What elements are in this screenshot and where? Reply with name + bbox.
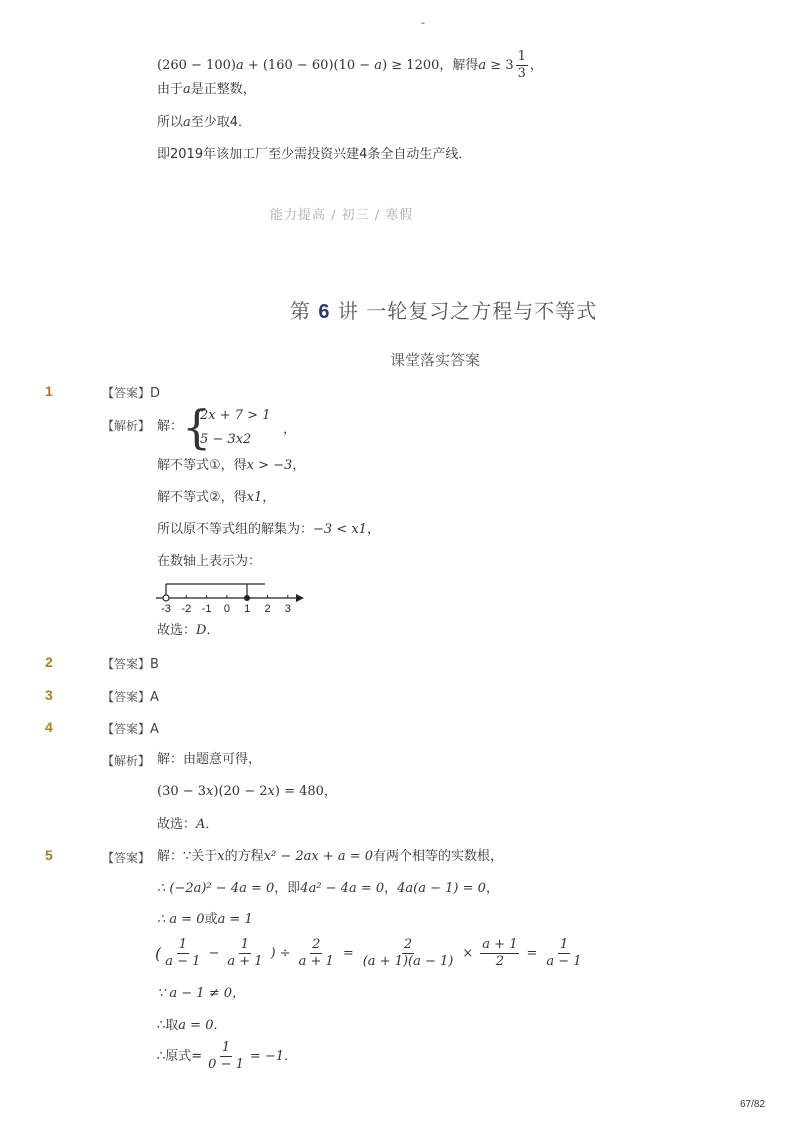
axis-tick-label: 2: [264, 603, 271, 615]
axis-tick-label: -1: [201, 603, 212, 615]
prev-line-1: (260 − 100)a + (160 − 60)(10 − a) ≥ 1200，解得a ≥ 3 $\frac{1}{3}$ ，: [157, 49, 543, 81]
q1-line-4: 在数轴上表示为：: [157, 554, 262, 569]
top-mark: -: [421, 16, 425, 29]
axis-tick-label: 1: [244, 603, 251, 615]
axis-tick-label: 3: [284, 603, 291, 615]
q1-line-1: 解不等式①，得x > −3，: [157, 458, 306, 473]
explanation-tag: 【解析】: [102, 754, 151, 768]
q5-line-5: ∵ a − 1 ≠ 0，: [157, 986, 246, 1001]
q4-line-1: 解：由题意可得，: [157, 752, 262, 767]
q5-line-2: ∴ (−2a)² − 4a = 0，即4a² − 4a = 0，4a(a − 1) = 0，: [157, 881, 499, 896]
q4-line-2: (30 − 3x)(20 − 2x) = 480，: [157, 784, 337, 799]
q1-line-2: 解不等式②，得x1，: [157, 490, 276, 505]
system-end: ，: [283, 422, 297, 437]
answer-row: 【答案】B: [102, 657, 159, 672]
prev-line-2: 由于a是正整数，: [157, 82, 256, 97]
number-line: [150, 574, 310, 616]
closed-point: [244, 595, 250, 601]
question-number: 5: [45, 847, 53, 863]
inequality-2: 5 − 3x2: [200, 432, 252, 447]
page-number: 67/82: [740, 1099, 766, 1110]
arrow-icon: [296, 594, 304, 602]
question-number: 3: [45, 687, 53, 703]
answer-row: 【答案】A: [102, 690, 159, 705]
answer-tag: 【答案】: [102, 851, 151, 865]
prev-line-4: 即2019年该加工厂至少需投资兴建4条全自动生产线．: [157, 147, 472, 162]
question-number: 2: [45, 654, 53, 670]
q5-line-1: 解：∵关于x的方程x² − 2ax + a = 0有两个相等的实数根，: [157, 849, 504, 864]
inequality-1: 2x + 7 > 1: [200, 408, 271, 423]
lecture-title: 第 6 讲 一轮复习之方程与不等式: [290, 299, 598, 323]
q5-line-6: ∴取a = 0．: [157, 1018, 227, 1033]
question-number: 4: [45, 719, 53, 735]
explanation-tag: 【解析】: [102, 419, 151, 433]
axis-tick-label: -3: [161, 603, 171, 615]
solution-label: 解：: [157, 419, 184, 434]
brace-symbol: {: [182, 400, 212, 454]
q5-line-3: ∴ a = 0或a = 1: [157, 912, 253, 927]
open-point: [163, 595, 169, 601]
prev-line-3: 所以a至少取4．: [157, 115, 252, 130]
question-number: 1: [45, 383, 53, 399]
answer-row: 【答案】D: [102, 386, 161, 401]
axis-tick-label: -2: [181, 603, 192, 615]
q4-conclusion: 故选：A．: [157, 817, 219, 832]
q1-line-3: 所以原不等式组的解集为：−3 < x1，: [157, 522, 380, 537]
q5-line-7: ∴原式= $\frac{1}{0 - 1}$ = −1 ．: [157, 1040, 298, 1072]
axis-tick-label: 0: [223, 603, 230, 615]
q5-line-4: ( $\frac{1}{a - 1}$ − $\frac{1}{a + 1}$ ) ÷ $\frac{2}{a + 1}$ = $\frac{2}{(a + 1)(a - 1)}$ × $\frac{a + 1}{2}$ = $\frac{1}{a - 1}$: [155, 937, 582, 969]
answer-row: 【答案】A: [102, 722, 159, 737]
q1-conclusion: 故选：D．: [157, 623, 220, 638]
breadcrumb: 能力提高 / 初三 / 寒假: [270, 208, 414, 223]
section-subtitle: 课堂落实答案: [390, 351, 481, 369]
fraction: $\frac{1}{3}$: [517, 49, 526, 81]
